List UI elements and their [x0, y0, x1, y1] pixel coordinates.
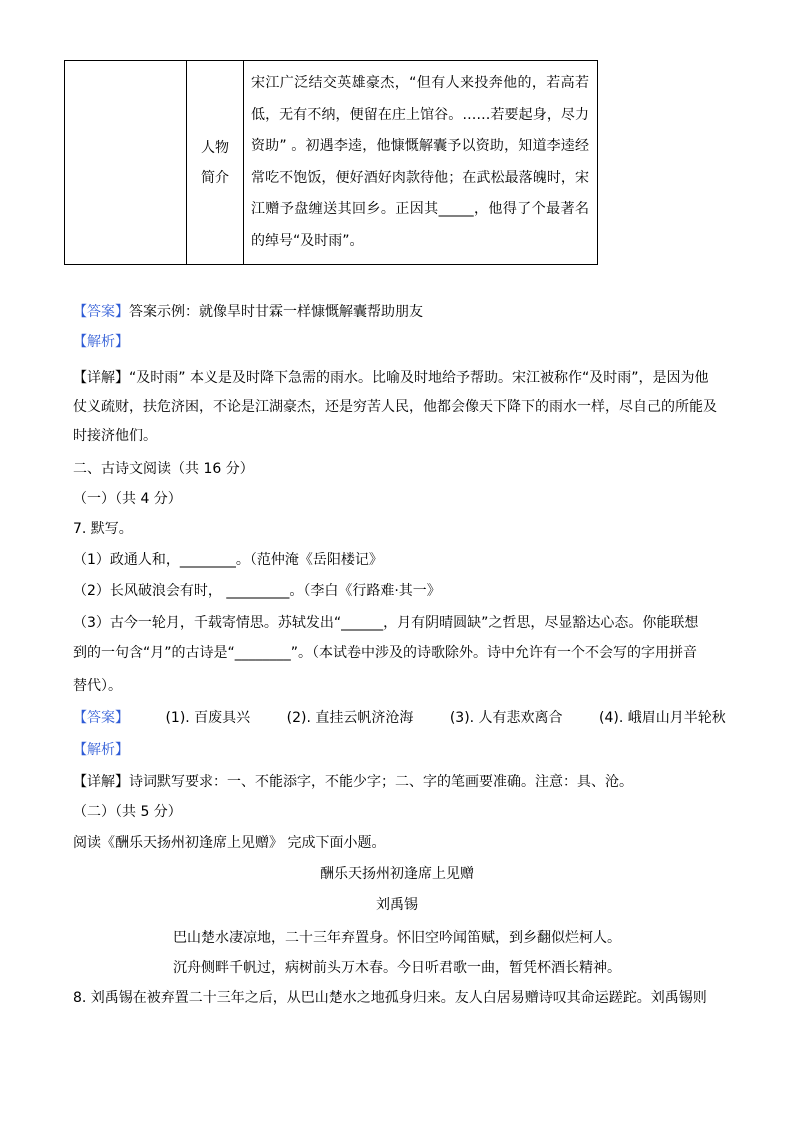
q7-title: 7. 默写。: [73, 521, 133, 537]
detail-tag: 【详解】: [73, 774, 129, 790]
content-cell: 宋江广泛结交英雄豪杰，“但有人来投奔他的，若高若低，无有不纳，便留在庄上馆谷。……若要起身，尽力资助” 。初遇李逵，他慷慨解囊予以资助，知道李逵经常吃不饱饭，便好酒好肉款待他；在武松最落魄时，宋江赠予盘缠送其回乡。正因其_____，他得了个最著名的绰号“及时雨”。: [244, 61, 598, 265]
poem-line2: 沉舟侧畔千帆过，病树前头万木春。今日听君歌一曲，暂凭杯酒长精神。: [173, 960, 621, 976]
section2-title: 二、古诗文阅读（共 16 分）: [73, 461, 254, 477]
detail-text: 诗词默写要求：一、不能添字，不能少字；二、字的笔画要准确。注意：具、沧。: [129, 774, 633, 790]
answer-1: (1). 百废具兴: [165, 710, 251, 726]
answer-4: (4). 峨眉山月半轮秋: [599, 710, 726, 726]
answer-text: 答案示例：就像旱时甘霖一样慷慨解囊帮助朋友: [129, 304, 423, 320]
q7-answer: [73, 708, 726, 728]
answer-tag: 【答案】: [73, 710, 129, 726]
q7-analysis-tag: 【解析】: [73, 742, 129, 758]
label-line2: 简介: [201, 169, 229, 186]
q6-detail-line1: [73, 368, 708, 388]
answer-3: (3). 人有悲欢离合: [449, 710, 563, 726]
part2-intro: 阅读《酬乐天扬州初逢席上见赠》 完成下面小题。: [73, 835, 386, 851]
q7-item3-line1: （3）古今一轮月，千载寄情思。苏轼发出“______，月有阴晴圆缺”之哲思，尽显豁达心态。你能联想: [73, 615, 699, 631]
character-intro-table: [64, 60, 598, 265]
part1-heading: （一）（共 4 分）: [73, 491, 182, 507]
q6-detail-line3: 时接济他们。: [73, 428, 157, 444]
answer-2: (2). 直挂云帆济沧海: [286, 710, 414, 726]
q7-item1: （1）政通人和，________。（范仲淹《岳阳楼记》: [73, 552, 383, 568]
poem-line1: 巴山楚水凄凉地，二十三年弃置身。怀旧空吟闻笛赋，到乡翻似烂柯人。: [173, 930, 621, 946]
q6-analysis-tag: 【解析】: [73, 334, 129, 350]
answer-tag: 【答案】: [73, 304, 129, 320]
q7-item3-line2: 到的一句含“月”的古诗是“________”。（本试卷中涉及的诗歌除外。诗中允许有一个不会写的字用拼音: [73, 645, 698, 661]
q6-answer: [73, 302, 423, 322]
label-line1: 人物: [201, 139, 229, 156]
q7-item2: （2）长风破浪会有时， _________。（李白《行路难·其一》: [73, 583, 441, 599]
detail-tag: 【详解】: [73, 370, 129, 386]
q7-item3-line3: 替代）。: [73, 678, 122, 694]
poem-author: 刘禹锡: [376, 897, 418, 913]
q8-text: 8. 刘禹锡在被弃置二十三年之后，从巴山楚水之地孤身归来。友人白居易赠诗叹其命运蹉跎。刘禹锡则: [73, 990, 707, 1006]
q6-detail-line2: 仗义疏财，扶危济困，不论是江湖豪杰，还是穷苦人民，他都会像天下降下的雨水一样，尽自己的所能及: [73, 399, 717, 415]
q7-detail: [73, 772, 633, 792]
poem-title: 酬乐天扬州初逢席上见赠: [320, 866, 474, 882]
detail-text: “及时雨” 本义是及时降下急需的雨水。比喻及时地给予帮助。宋江被称作“及时雨”，是因为他: [129, 370, 709, 386]
empty-cell: [65, 61, 187, 265]
part2-heading: （二）（共 5 分）: [73, 804, 182, 820]
label-cell: [187, 61, 244, 265]
